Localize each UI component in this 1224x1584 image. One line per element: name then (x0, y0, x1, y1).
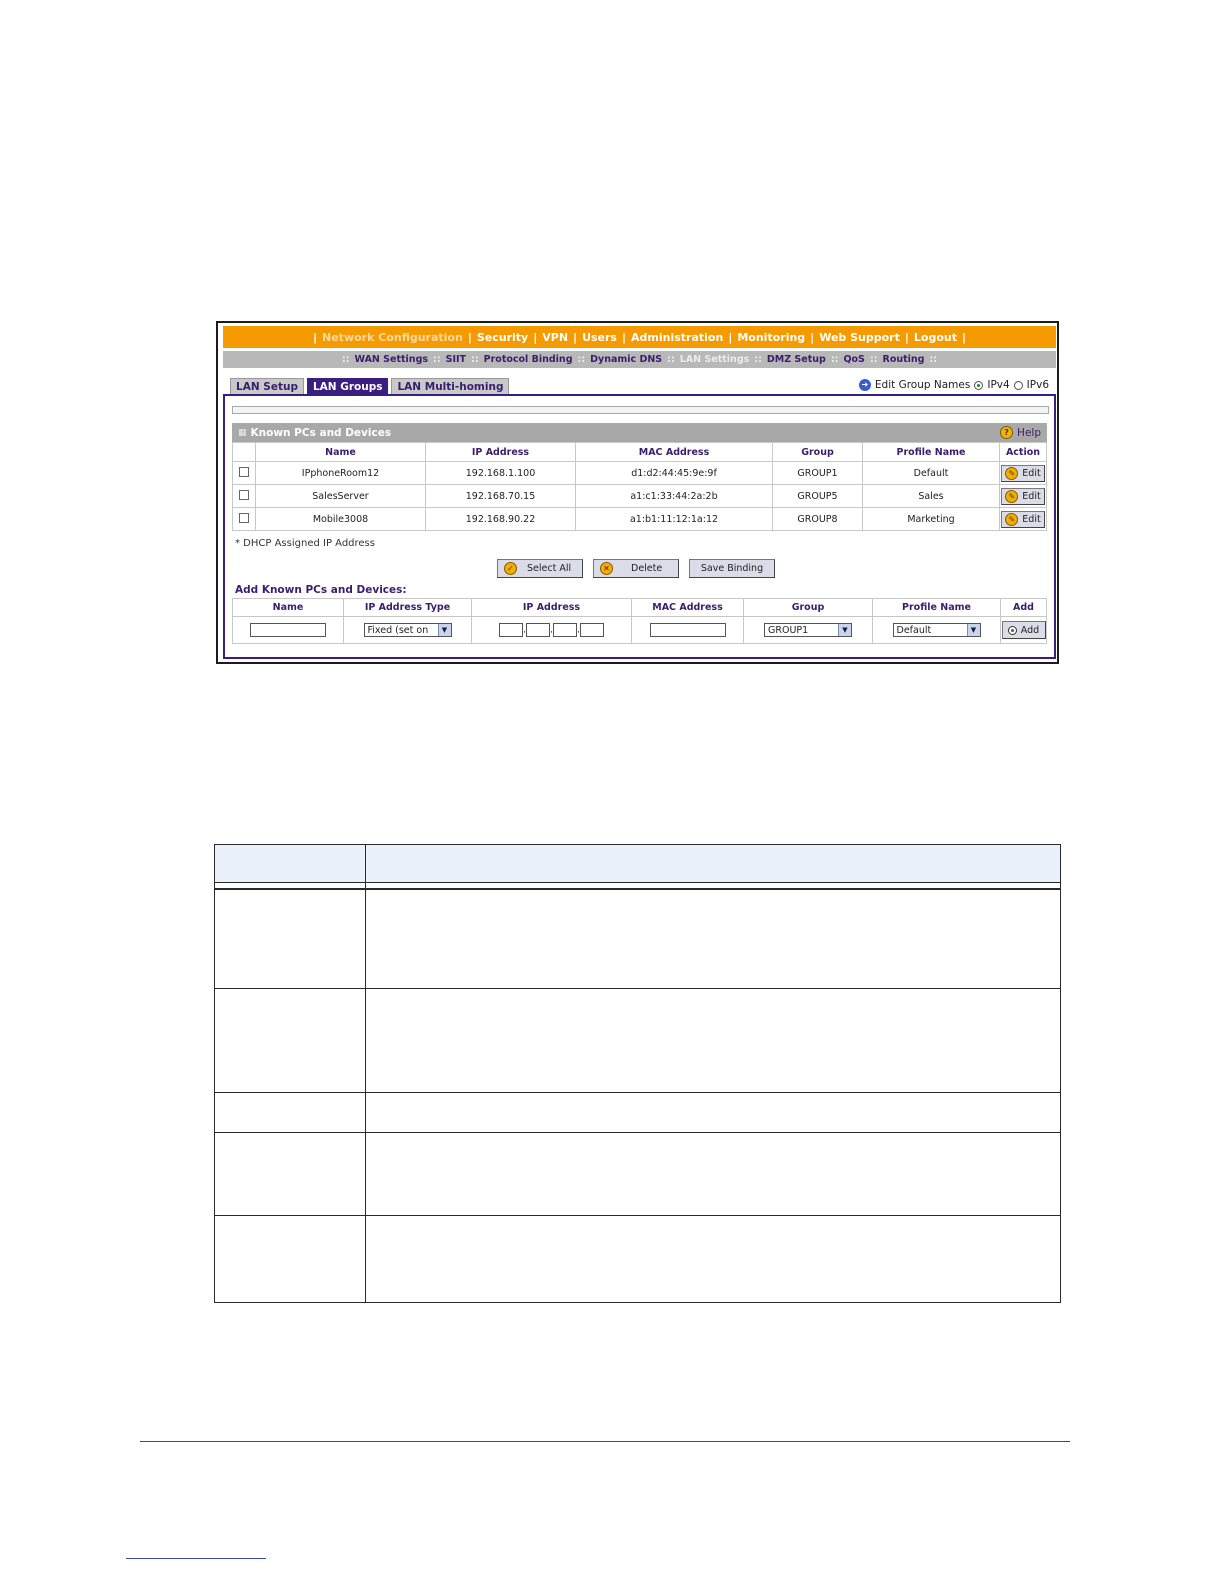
device-group: GROUP1 (773, 462, 863, 485)
add-device-table (232, 598, 1047, 644)
tab-bar-options (859, 379, 1049, 391)
chevron-down-icon: ▼ (967, 624, 980, 636)
select-column-header (233, 443, 256, 462)
add-column-header-profile-name: Profile Name (873, 599, 1001, 617)
add-table-header-row (233, 599, 1047, 617)
ipv6-label: IPv6 (1026, 379, 1049, 391)
device-mac: a1:b1:11:12:1a:12 (576, 508, 773, 531)
tab-lan-setup[interactable]: LAN Setup (230, 378, 304, 396)
table-row (233, 485, 1047, 508)
device-group: GROUP8 (773, 508, 863, 531)
dhcp-note: * DHCP Assigned IP Address (235, 538, 375, 549)
ipv4-label: IPv4 (987, 379, 1010, 391)
select-all-button[interactable] (497, 559, 583, 578)
ipv6-radio[interactable] (1014, 381, 1023, 390)
edit-label: Edit (1022, 490, 1041, 502)
device-ip: 192.168.1.100 (426, 462, 576, 485)
add-devices-title: Add Known PCs and Devices: (235, 584, 407, 596)
known-devices-header (232, 423, 1047, 442)
table-row (233, 508, 1047, 531)
add-icon (1008, 626, 1017, 635)
add-column-header-mac-address: MAC Address (632, 599, 744, 617)
mac-address-input[interactable] (650, 623, 726, 637)
ip-octet-1-input[interactable] (499, 623, 523, 637)
message-strip (232, 406, 1049, 414)
delete-label: Delete (631, 563, 663, 574)
submenu-dynamic-dns[interactable]: Dynamic DNS (590, 354, 663, 365)
menu-network-configuration[interactable]: Network Configuration (322, 330, 463, 344)
delete-icon: ✕ (600, 562, 613, 575)
tab-lan-multi-homing[interactable]: LAN Multi-homing (391, 378, 509, 396)
description-row (215, 1093, 1061, 1133)
edit-button[interactable] (1001, 465, 1045, 482)
menu-vpn[interactable]: VPN (542, 330, 569, 344)
known-devices-title: Known PCs and Devices (250, 426, 392, 439)
column-header-action: Action (1000, 443, 1047, 462)
menu-logout[interactable]: Logout (913, 330, 957, 344)
device-mac: a1:c1:33:44:2a:2b (576, 485, 773, 508)
submenu-lan-settings[interactable]: LAN Settings (679, 354, 750, 365)
column-header-group: Group (773, 443, 863, 462)
pencil-icon: ✎ (1005, 490, 1018, 503)
menu-administration[interactable]: Administration (631, 330, 724, 344)
help-label[interactable]: Help (1017, 426, 1041, 439)
delete-button[interactable] (593, 559, 679, 578)
add-device-row: Fixed (set on ▼ . . . GROUP1 ▼ Default ▼ Add (233, 617, 1047, 644)
save-binding-button[interactable] (689, 559, 775, 578)
edit-button[interactable] (1001, 488, 1045, 505)
ip-address-type-select[interactable] (364, 623, 452, 637)
add-button[interactable] (1002, 621, 1046, 639)
submenu-protocol-binding[interactable]: Protocol Binding (483, 354, 573, 365)
description-row (215, 889, 1061, 989)
grid-icon: ▦ (238, 427, 247, 438)
edit-label: Edit (1022, 467, 1041, 479)
menu-web-support[interactable]: Web Support (819, 330, 900, 344)
footer-rule (140, 1441, 1070, 1442)
description-row (215, 1216, 1061, 1303)
submenu-routing[interactable]: Routing (882, 354, 925, 365)
edit-group-names-link[interactable]: Edit Group Names (874, 379, 971, 391)
name-input[interactable] (250, 623, 326, 637)
pencil-icon: ✎ (1005, 467, 1018, 480)
group-select-value: GROUP1 (768, 624, 809, 636)
lan-groups-panel (223, 394, 1056, 659)
ipv4-radio[interactable] (974, 381, 983, 390)
description-row (215, 1133, 1061, 1216)
known-devices-table (232, 442, 1047, 531)
description-row (215, 989, 1061, 1093)
menu-security[interactable]: Security (476, 330, 529, 344)
submenu-wan-settings[interactable]: WAN Settings (354, 354, 429, 365)
help-link[interactable] (1000, 426, 1041, 439)
tab-lan-groups[interactable]: LAN Groups (307, 378, 389, 396)
device-profile: Default (863, 462, 1000, 485)
ip-address-type-value: Fixed (set on (367, 624, 429, 636)
group-select[interactable] (764, 623, 852, 637)
device-name: IPphoneRoom12 (256, 462, 426, 485)
row-checkbox[interactable] (239, 490, 249, 500)
settings-description-table (214, 844, 1061, 1303)
chevron-down-icon: ▼ (838, 624, 851, 636)
edit-label: Edit (1022, 513, 1041, 525)
device-group: GROUP5 (773, 485, 863, 508)
tab-bar (230, 378, 509, 395)
add-column-header-group: Group (744, 599, 873, 617)
device-profile: Marketing (863, 508, 1000, 531)
select-all-label: Select All (527, 563, 572, 574)
description-header-cell (366, 845, 1061, 883)
add-label: Add (1020, 624, 1040, 636)
edit-button[interactable] (1001, 511, 1045, 528)
profile-name-select[interactable] (893, 623, 981, 637)
device-mac: d1:d2:44:45:9e:9f (576, 462, 773, 485)
pencil-icon: ✎ (1005, 513, 1018, 526)
device-name: SalesServer (256, 485, 426, 508)
menu-monitoring[interactable]: Monitoring (737, 330, 806, 344)
column-header-ip-address: IP Address (426, 443, 576, 462)
menu-users[interactable]: Users (582, 330, 617, 344)
row-checkbox[interactable] (239, 513, 249, 523)
arrow-right-icon[interactable]: ➜ (859, 379, 871, 391)
row-checkbox[interactable] (239, 467, 249, 477)
save-binding-label: Save Binding (700, 563, 764, 574)
ip-octet-2-input[interactable] (526, 623, 550, 637)
column-header-mac-address: MAC Address (576, 443, 773, 462)
checkmark-icon: ✓ (504, 562, 517, 575)
add-column-header-add: Add (1001, 599, 1047, 617)
ip-octet-4-input[interactable] (580, 623, 604, 637)
device-ip: 192.168.70.15 (426, 485, 576, 508)
table-header-row (233, 443, 1047, 462)
submenu-siit[interactable]: SIIT (445, 354, 467, 365)
description-header-cell (215, 845, 366, 883)
column-header-profile-name: Profile Name (863, 443, 1000, 462)
sub-menu-bar: :: WAN Settings :: SIIT :: Protocol Binding :: Dynamic DNS :: LAN Settings :: DMZ Setup :: QoS :: Routing :: (223, 351, 1056, 368)
footer-link-underline (126, 1558, 266, 1559)
column-header-name: Name (256, 443, 426, 462)
add-column-header-ip-address-type: IP Address Type (344, 599, 472, 617)
submenu-dmz-setup[interactable]: DMZ Setup (766, 354, 826, 365)
description-header-row (215, 845, 1061, 883)
help-icon[interactable]: ? (1000, 426, 1013, 439)
device-profile: Sales (863, 485, 1000, 508)
ip-octet-3-input[interactable] (553, 623, 577, 637)
device-name: Mobile3008 (256, 508, 426, 531)
add-column-header-name: Name (233, 599, 344, 617)
table-row (233, 462, 1047, 485)
table-actions (497, 559, 775, 578)
submenu-qos[interactable]: QoS (843, 354, 865, 365)
chevron-down-icon: ▼ (438, 624, 451, 636)
profile-select-value: Default (896, 624, 932, 636)
device-ip: 192.168.90.22 (426, 508, 576, 531)
lan-groups-screenshot (216, 321, 1059, 664)
add-column-header-ip-address: IP Address (472, 599, 632, 617)
main-menu-bar: | Network Configuration | Security | VPN | Users | Administration | Monitoring | Web Support | Logout | (223, 326, 1056, 348)
